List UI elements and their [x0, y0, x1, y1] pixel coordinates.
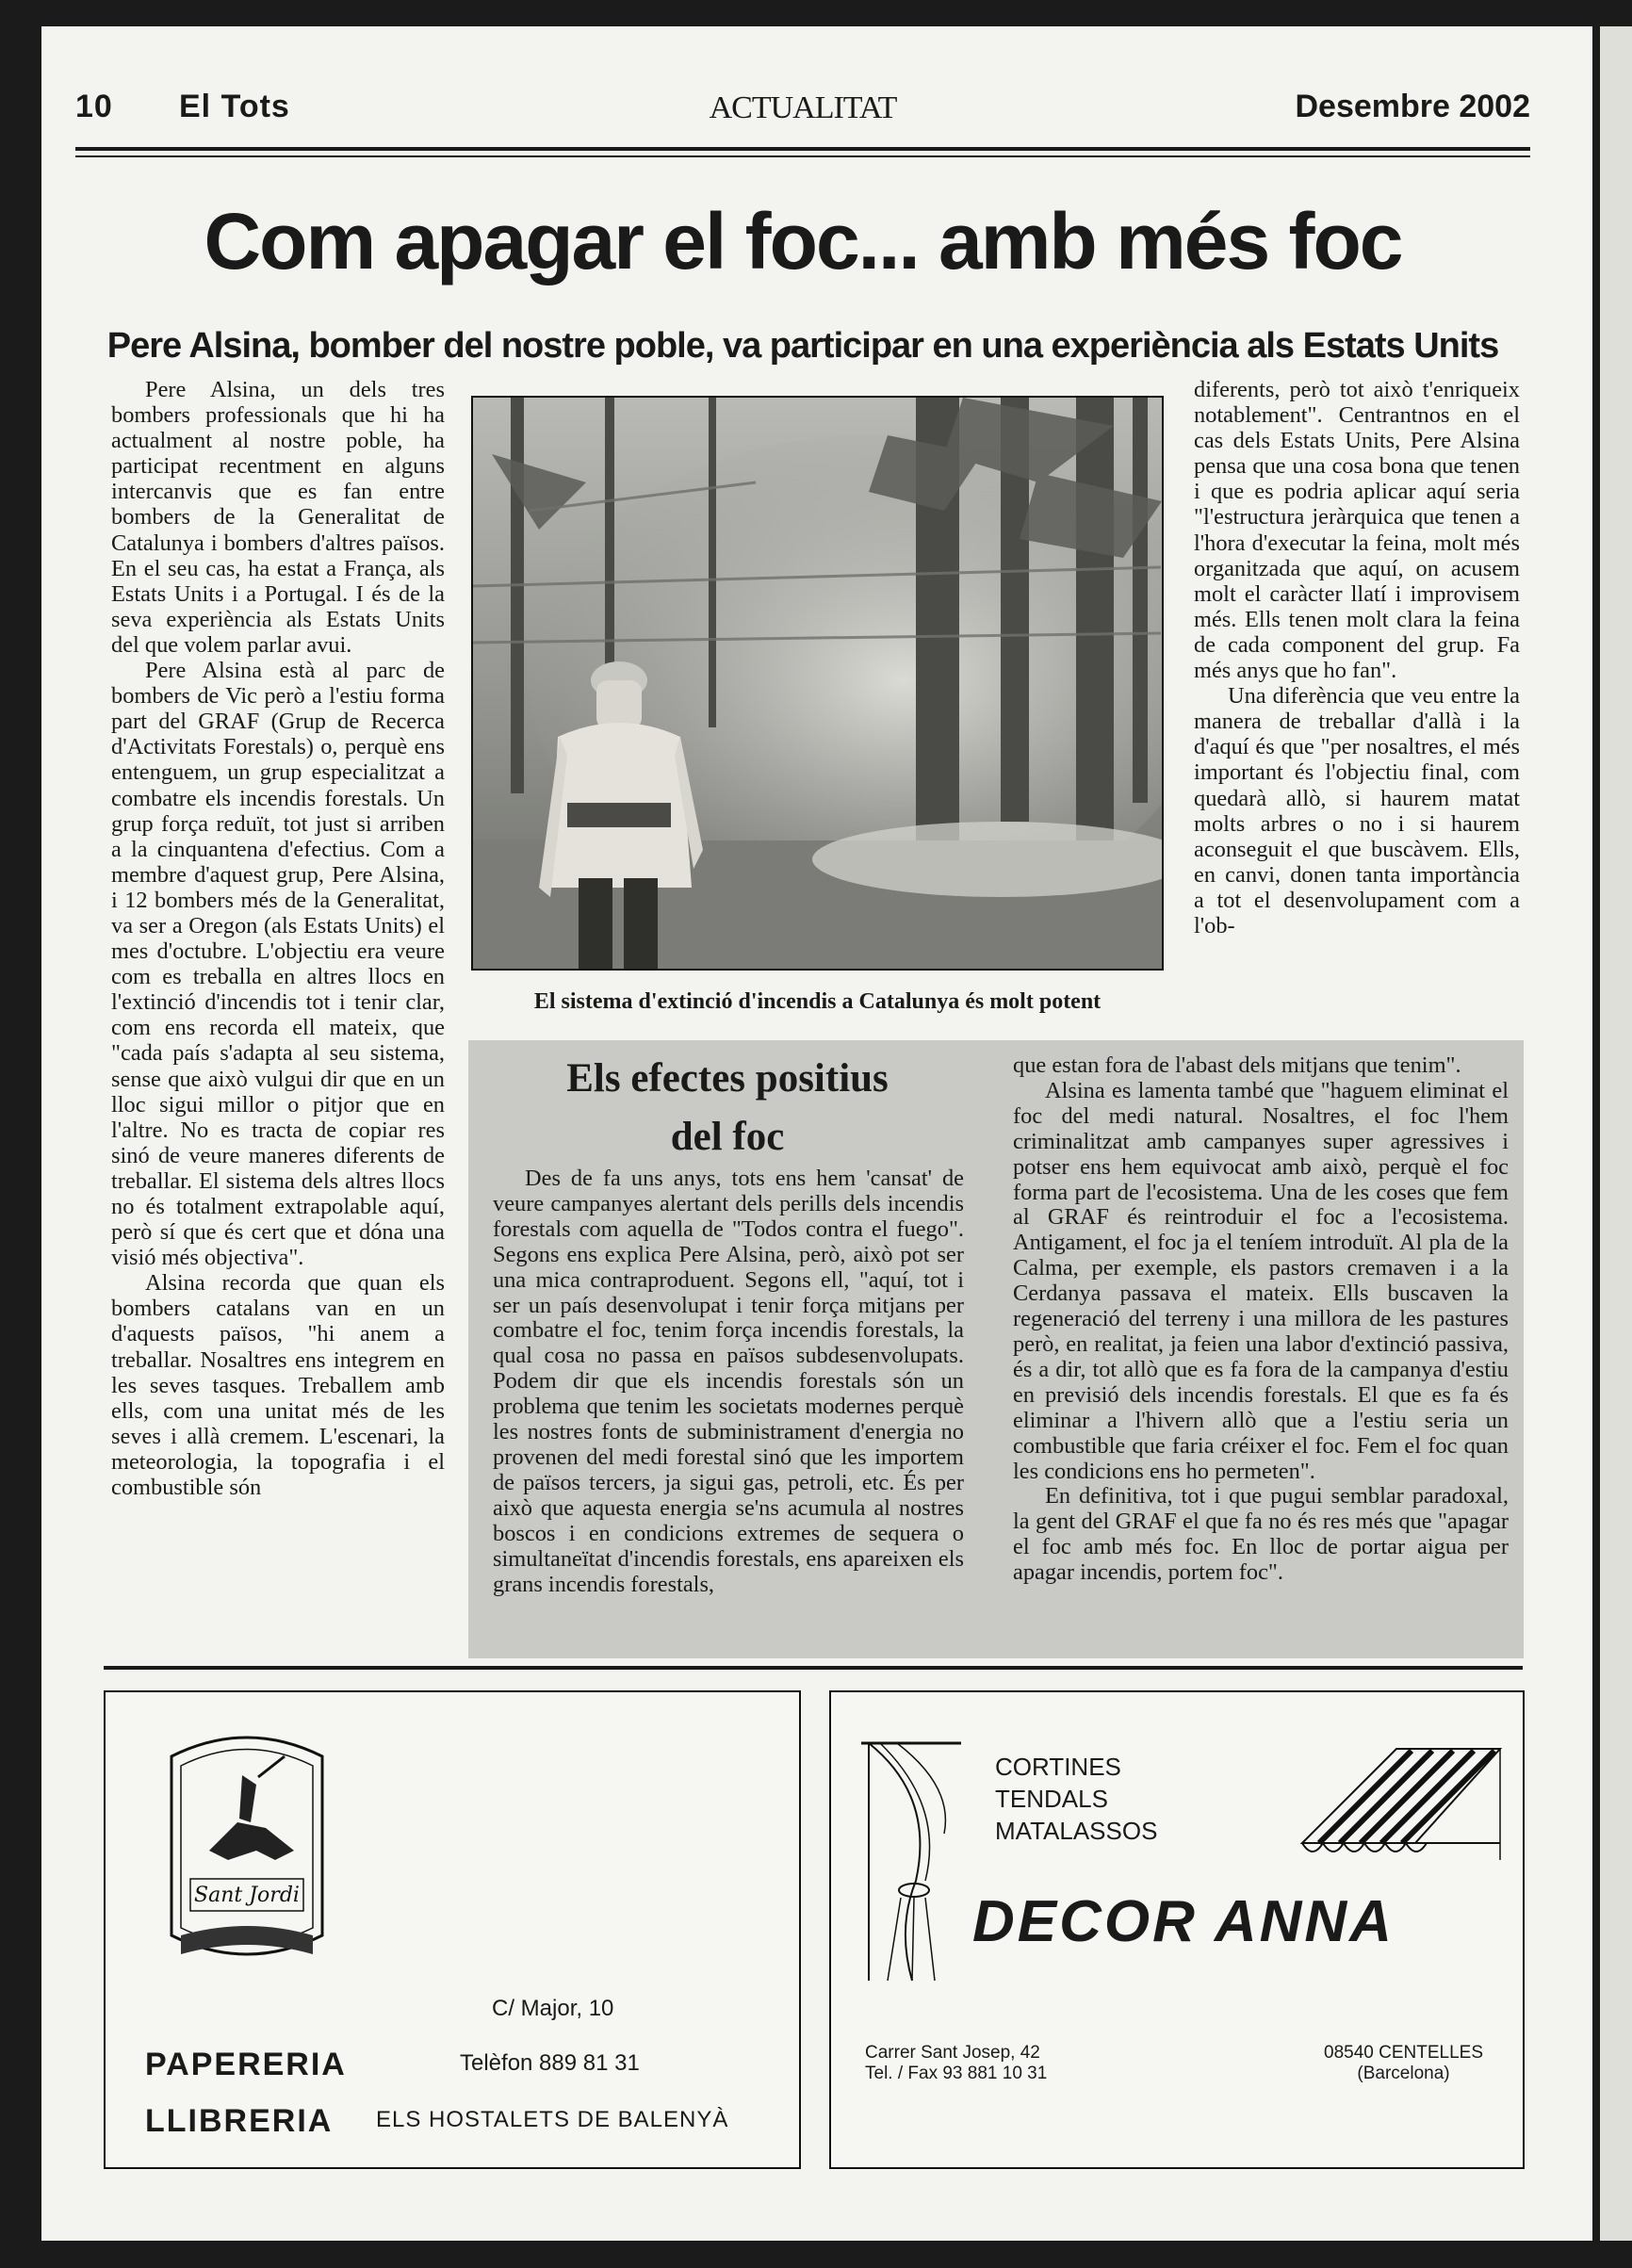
product-item: MATALASSOS — [995, 1817, 1158, 1845]
ad-papereria-llibreria — [104, 1690, 801, 2169]
article-subheadline: Pere Alsina, bomber del nostre poble, va participar en una experiència als Estats Units — [106, 326, 1499, 366]
article-column-right — [1194, 377, 1520, 938]
article-headline: Com apagar el foc... amb més foc — [204, 197, 1402, 286]
papereria-address: C/ Major, 10 — [492, 1996, 614, 2021]
sidebar-title-line2: del foc — [670, 1115, 785, 1159]
papereria-town: ELS HOSTALETS DE BALENYÀ — [376, 2107, 729, 2132]
sidebar-box — [468, 1040, 1524, 1658]
article-paragraph: Pere Alsina, un dels tres bombers professionals que hi ha actualment al nostre poble, ha participat recentment en alguns intercanvis que es fan entre bombers de la Generalitat de Catalunya i bombers d'altres països. En el seu cas, ha estat a França, als Estats Units i a Portugal. I és de la seva experiència als Estats Units del que volem parlar avui. — [111, 377, 445, 658]
papereria-name: PAPERERIA — [145, 2047, 347, 2082]
decor-anna-brand: DECOR ANNA — [972, 1889, 1395, 1954]
curtain-icon — [859, 1739, 963, 1984]
firefighter-photo — [471, 396, 1164, 971]
sidebar-title — [506, 1050, 949, 1167]
publication-name: El Tots — [179, 89, 290, 124]
svg-text:Sant Jordi: Sant Jordi — [194, 1884, 300, 1907]
decor-province: (Barcelona) — [1357, 2064, 1450, 2083]
article-paragraph: Pere Alsina està al parc de bombers de Vic però a l'estiu forma part del GRAF (Grup de Recerca d'Activitats Forestals) o, perquè ens entenguem, un grup especialitzat a combatre els incendis forestals. Un grup força reduït, tot just si arriben a la cinquantena d'efectius. Com a membre d'aquest grup, Pere Alsina, i 12 bombers més de la Generalitat, va ser a Oregon (als Estats Units) el mes d'octubre. L'objectiu era veure com es treballa en altres llocs en l'extinció d'incendis tot i tenir clar, com ens recorda ell mateix, que "cada país s'adapta al seu sistema, sense que això vulgui dir que en un lloc sigui millor o pitjor que en l'altre. No es tracta de copiar res sinó de veure maneres diferents de treballar. El sistema dels altres llocs no és totalment extrapolable aquí, però sí que és cert que et dóna una visió més objectiva". — [111, 658, 445, 1271]
article-column-left — [111, 377, 445, 1500]
ads-divider-rule — [104, 1666, 1523, 1670]
facing-page-edge — [1600, 26, 1632, 2241]
sidebar-paragraph: Alsina es lamenta també que "haguem eliminat el foc del medi natural. Nosaltres, el foc l'hem criminalitzat amb campanyes super agressives i potser ens hem equivocat amb això, perquè el foc forma part de l'ecosistema. Una de les coses que fem al GRAF és reintroduir el foc a l'ecosistema. Antigament, el foc ja el teníem introduït. Al pla de la Calma, per exemple, els pastors cremaven i a la Cerdanya passava el mateix. Ells buscaven la regeneració del terreny i una millora de les pastures però, en realitat, ja feien una labor d'extinció passiva, és a dir, tot allò que es fa fora de la campanya d'estiu en previsió dels incendis forestals. El que es fa és eliminar a l'hivern allò que a l'estiu seria un combustible que faria créixer el foc. Fem el foc quan les condicions ens ho permeten". — [1013, 1077, 1509, 1484]
sidebar-column-right — [1013, 1053, 1509, 1586]
awning-icon — [1274, 1739, 1510, 1871]
section-label: ACTUALITAT — [709, 90, 897, 125]
decor-town — [1324, 2043, 1483, 2084]
product-item: TENDALS — [995, 1785, 1108, 1813]
header-rule-thick — [75, 147, 1530, 151]
decor-postcode-town: 08540 CENTELLES — [1324, 2043, 1483, 2063]
page-header — [75, 75, 1530, 132]
sant-jordi-emblem — [153, 1719, 341, 1982]
decor-address-line: Carrer Sant Josep, 42 — [865, 2043, 1040, 2063]
sidebar-paragraph: Des de fa uns anys, tots ens hem 'cansat' de veure campanyes alertant dels perills dels incendis forestals com aquella de "Todos contra el fuego". Segons ens explica Pere Alsina, però, això pot ser una mica contraproduent. Segons ell, "aquí, tot i ser un país desenvolupat i tenir força mitjans per combatre el foc, tenim força incendis forestals, la qual cosa no passa en països subdesenvolupats. Podem dir que els incendis forestals són un problema que tenim les societats modernes perquè les nostres fonts de subministrament d'energia no provenen del medi forestal sinó que les importem de països tercers, ja sigui gas, petroli, etc. És per això que aquesta energia se'ns acumula al nostres boscos i en condicions extremes de sequera o simultaneïtat d'incendis forestals, ens apareixen els grans incendis forestals, — [493, 1166, 964, 1597]
llibreria-name: LLIBRERIA — [145, 2103, 334, 2139]
header-rule-thin — [75, 155, 1530, 157]
issue-date: Desembre 2002 — [1295, 89, 1530, 124]
article-paragraph: Alsina recorda que quan els bombers catalans van en un d'aquests països, "hi anem a treballar. Nosaltres ens integrem en les seves tasques. Treballem amb ells, com una unitat més de les seves i allà cremem. L'escenari, la meteorologia, la topografia i el combustible són — [111, 1270, 445, 1501]
photo-caption: El sistema d'extinció d'incendis a Catalunya és molt potent — [533, 989, 1102, 1014]
sidebar-paragraph: En definitiva, tot i que pugui semblar paradoxal, la gent del GRAF el que fa no és res més que "apagar el foc amb més foc. En lloc de portar aigua per apagar incendis, portem foc". — [1013, 1483, 1509, 1586]
product-item: CORTINES — [995, 1753, 1121, 1781]
article-paragraph: Una diferència que veu entre la manera de treballar d'allà i la d'aquí és que "per nosaltres, el més important és l'objectiu final, com quedarà allò, si haurem matat molts arbres o no i si haurem aconseguit el que buscàvem. Ells, en canvi, donen tanta importància a tot el desenvolupament com a l'ob- — [1194, 683, 1520, 938]
sidebar-paragraph: que estan fora de l'abast dels mitjans que tenim". — [1013, 1052, 1461, 1078]
sidebar-title-line1: Els efectes positius — [566, 1056, 889, 1101]
decor-address — [865, 2043, 1047, 2084]
sidebar-column-left — [493, 1167, 964, 1597]
page-number: 10 — [75, 89, 113, 124]
decor-phone-line: Tel. / Fax 93 881 10 31 — [865, 2064, 1048, 2083]
article-paragraph: diferents, però tot això t'enriqueix notablement". Centrantnos en el cas dels Estats Units, Pere Alsina pensa que una cosa bona que tenen i que es podria aplicar aquí seria "l'estructura jeràrquica que tenen a l'hora d'executar la feina, molt més organitzada que aquí, on acusem molt el caràcter llatí i improvisem més. Ells tenen molt clara la feina de cada component del grup. Fa més anys que ho fan". — [1194, 377, 1520, 684]
papereria-phone: Telèfon 889 81 31 — [460, 2050, 640, 2076]
ad-decor-anna — [829, 1690, 1525, 2169]
